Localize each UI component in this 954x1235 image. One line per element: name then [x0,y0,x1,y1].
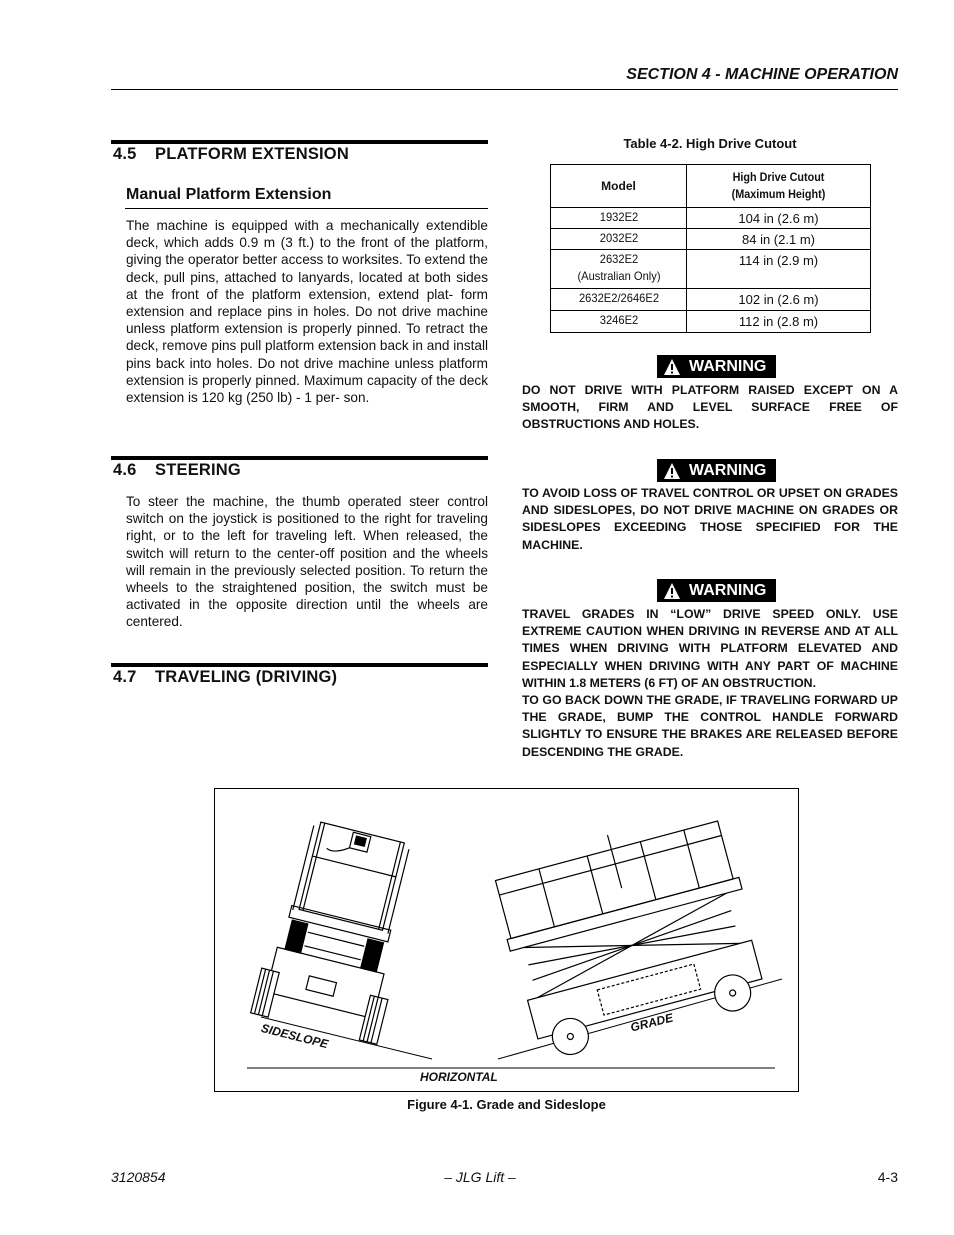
high-drive-cutout-table [550,164,871,333]
table-row [551,229,871,250]
grade-label: GRADE [629,1010,675,1035]
running-header: SECTION 4 - MACHINE OPERATION [626,66,898,83]
section-rule-4-6 [111,456,488,460]
warning-text-3b: TO GO BACK DOWN THE GRADE, IF TRAVELING FORWARD UP THE GRADE, BUMP THE CONTROL HANDLE FORWARD SLIGHTLY TO ENSURE THE BRAKES ARE RELEASED BEFORE DESCENDING THE GRADE. [522,693,898,759]
cell-model: 1932E2 [555,208,681,229]
warning-label: WARNING [689,358,767,375]
section-title: PLATFORM EXTENSION [155,145,349,163]
cell-height: 84 in (2.1 m) [687,229,871,250]
section-number: 4.7 [113,668,137,686]
column-header-height [687,165,871,208]
footer-doc-number: 3120854 [111,1169,166,1185]
section-number: 4.5 [113,145,137,163]
warning-text-2: TO AVOID LOSS OF TRAVEL CONTROL OR UPSET ON GRADES AND SIDESLOPES, DO NOT DRIVE MACHINE ON GRADES OR SIDESLOPES EXCEEDING THOSE SPECIFIED FOR THE MACHINE. [522,486,898,552]
warning-text-3a: TRAVEL GRADES IN “LOW” DRIVE SPEED ONLY. USE EXTREME CAUTION WHEN DRIVING IN REVERSE AND AT ALL TIMES WHEN DRIVING WITH PLATFORM ELEVATED AND ESPECIALLY WHEN DRIVING WITH ANY PART OF MACHINE WITHIN 1.8 METERS (6 FT) OF AN OBSTRUCTION. [522,607,898,690]
section-heading-4-5 [113,145,349,164]
header-rule [111,89,898,90]
warning-badge [657,355,776,378]
table-row [551,250,871,289]
column-header-model: Model [551,165,687,208]
sideslope-machine-icon [251,817,426,1044]
table-row [551,311,871,333]
warning-label: WARNING [689,582,767,599]
warning-badge [657,459,776,482]
column-header-height-line2: (Maximum Height) [731,187,826,201]
cell-model: 2032E2 [555,229,681,250]
section-heading-4-6 [113,461,241,480]
cell-height: 102 in (2.6 m) [687,289,871,311]
table-row [551,208,871,229]
section-rule-4-5 [111,140,488,144]
paragraph-platform-extension: The machine is equipped with a mechanically extendible deck, which adds 0.9 m (3 ft.) to the front of the platform, giving the operator better access to worksites. To extend the deck, pull pins, attached to lanyards, located at both sides at the front of the platform extension, extend plat- form extension and replace pins in holes. Do not drive machine unless platform extension is properly pinned. To retract the deck, remove pins pull platform extension back in and install pins back into holes. Do not drive machine unless platform extension is properly pinned. Maximum capacity of the deck extension is 120 kg (250 lb) - 1 per- son. [126,218,488,406]
subsection-heading: Manual Platform Extension [126,186,332,203]
warning-label: WARNING [689,462,767,479]
section-title: STEERING [155,461,241,479]
section-title: TRAVELING (DRIVING) [155,668,338,686]
warning-badge [657,579,776,602]
cell-height: 104 in (2.6 m) [687,208,871,229]
table-row [551,289,871,311]
cell-model: 3246E2 [555,311,681,333]
table-header-row [551,165,871,208]
cell-height: 114 in (2.9 m) [687,250,871,289]
footer-center: – JLG Lift – [444,1169,516,1185]
cell-model [555,250,681,289]
cell-model-note: (Australian Only) [576,269,661,283]
footer-page-number: 4-3 [877,1169,898,1185]
warning-triangle-icon [663,462,681,480]
figure-caption: Figure 4-1. Grade and Sideslope [407,1097,606,1112]
section-rule-4-7 [111,663,488,667]
horizontal-label: HORIZONTAL [420,1070,498,1084]
section-heading-4-7 [113,668,337,687]
cell-model: 2632E2/2646E2 [555,289,681,311]
cell-model-name: 2632E2 [599,252,638,266]
section-number: 4.6 [113,461,137,479]
cell-height: 112 in (2.8 m) [687,311,871,333]
paragraph-steering: To steer the machine, the thumb operated steer control switch on the joystick is positioned to the right for traveling right, or to the left for traveling left. When released, the switch will return to the center-off position and the wheels will remain in the previously selected position. To return the wheels to the straightened position, the switch must be activated in the opposite direction until the wheels are centered. [126,494,488,630]
warning-text-1: DO NOT DRIVE WITH PLATFORM RAISED EXCEPT ON A SMOOTH, FIRM AND LEVEL SURFACE FREE OF OBSTRUCTIONS AND HOLES. [522,383,898,432]
warning-triangle-icon [663,582,681,600]
grade-sideslope-illustration [215,789,798,1091]
sideslope-label: SIDESLOPE [259,1021,330,1052]
warning-triangle-icon [663,358,681,376]
figure-frame [214,788,799,1092]
subsection-rule [125,208,488,209]
table-title: Table 4-2. High Drive Cutout [623,136,797,151]
column-header-height-line1: High Drive Cutout [732,170,825,184]
